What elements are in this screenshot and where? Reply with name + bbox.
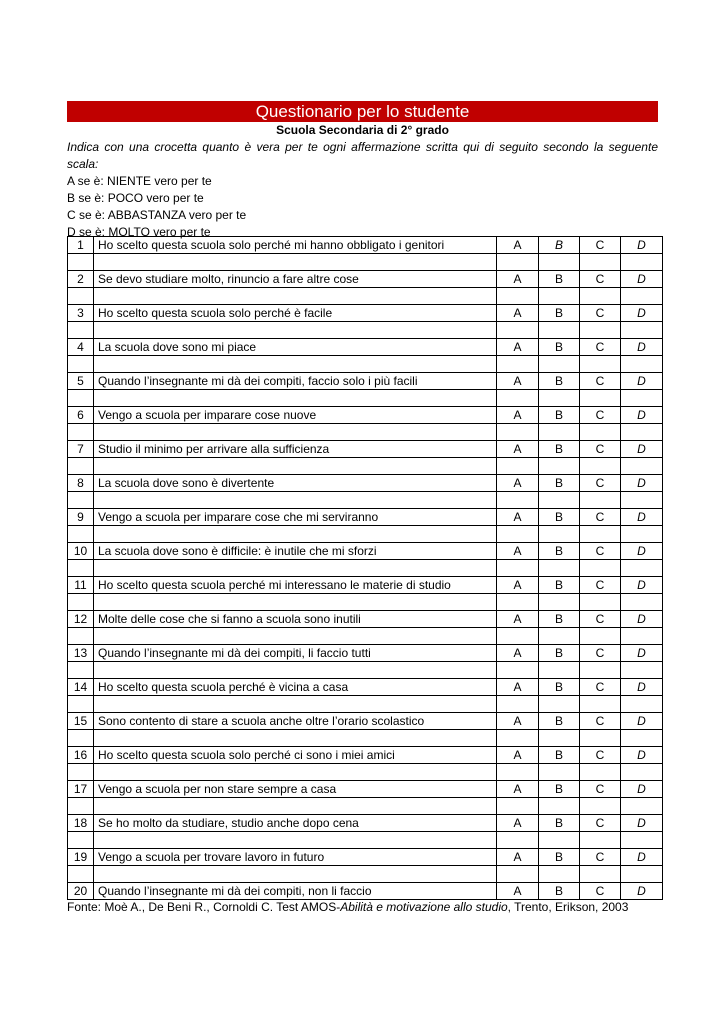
- item-number: 17: [68, 781, 94, 798]
- item-statement: Sono contento di stare a scuola anche oltre l’orario scolastico: [94, 713, 497, 730]
- item-statement: Ho scelto questa scuola perché è vicina a casa: [94, 679, 497, 696]
- item-statement: Quando l’insegnante mi dà dei compiti, faccio solo i più facili: [94, 373, 497, 390]
- answer-option-d[interactable]: D: [621, 577, 663, 594]
- answer-option-b[interactable]: B: [539, 509, 580, 526]
- spacer-row: [68, 254, 663, 271]
- spacer-row: [68, 662, 663, 679]
- answer-option-c[interactable]: C: [580, 781, 621, 798]
- spacer-row: [68, 390, 663, 407]
- table-row: [68, 611, 663, 628]
- spacer-cell: [68, 764, 94, 781]
- answer-option-a[interactable]: A: [497, 815, 539, 832]
- spacer-cell: [539, 288, 580, 305]
- spacer-cell: [68, 560, 94, 577]
- spacer-cell: [497, 254, 539, 271]
- answer-option-b[interactable]: B: [539, 271, 580, 288]
- answer-option-b[interactable]: B: [539, 237, 580, 254]
- answer-option-b[interactable]: B: [539, 577, 580, 594]
- spacer-cell: [621, 254, 663, 271]
- answer-option-d[interactable]: D: [621, 305, 663, 322]
- spacer-cell: [621, 288, 663, 305]
- spacer-cell: [94, 458, 497, 475]
- spacer-cell: [68, 356, 94, 373]
- item-number: 20: [68, 883, 94, 900]
- answer-option-c[interactable]: C: [580, 577, 621, 594]
- item-number: 16: [68, 747, 94, 764]
- spacer-row: [68, 424, 663, 441]
- spacer-row: [68, 492, 663, 509]
- item-number: 4: [68, 339, 94, 356]
- spacer-cell: [539, 628, 580, 645]
- answer-option-b[interactable]: B: [539, 305, 580, 322]
- spacer-cell: [580, 662, 621, 679]
- answer-option-d[interactable]: D: [621, 645, 663, 662]
- answer-option-c[interactable]: C: [580, 475, 621, 492]
- answer-option-d[interactable]: D: [621, 883, 663, 900]
- spacer-cell: [539, 866, 580, 883]
- spacer-cell: [94, 492, 497, 509]
- answer-option-d[interactable]: D: [621, 509, 663, 526]
- spacer-cell: [580, 832, 621, 849]
- item-number: 19: [68, 849, 94, 866]
- table-row: [68, 305, 663, 322]
- table-row: [68, 679, 663, 696]
- answer-option-c[interactable]: C: [580, 747, 621, 764]
- item-statement: Vengo a scuola per trovare lavoro in futuro: [94, 849, 497, 866]
- spacer-cell: [94, 696, 497, 713]
- table-row: [68, 849, 663, 866]
- page-title: Questionario per lo studente: [67, 101, 658, 122]
- spacer-cell: [621, 832, 663, 849]
- answer-option-a[interactable]: A: [497, 679, 539, 696]
- item-statement: La scuola dove sono mi piace: [94, 339, 497, 356]
- spacer-row: [68, 730, 663, 747]
- source-prefix: Fonte: Moè A., De Beni R., Cornoldi C. Test AMOS-: [67, 900, 341, 914]
- spacer-cell: [539, 730, 580, 747]
- item-statement: La scuola dove sono è difficile: è inutile che mi sforzi: [94, 543, 497, 560]
- spacer-cell: [497, 730, 539, 747]
- scale-line-b: B se è: POCO vero per te: [67, 191, 204, 205]
- spacer-cell: [621, 764, 663, 781]
- source-citation: [67, 899, 628, 916]
- spacer-cell: [539, 832, 580, 849]
- item-number: 6: [68, 407, 94, 424]
- answer-option-b[interactable]: B: [539, 679, 580, 696]
- spacer-row: [68, 560, 663, 577]
- spacer-row: [68, 288, 663, 305]
- answer-option-a[interactable]: A: [497, 713, 539, 730]
- spacer-cell: [621, 424, 663, 441]
- spacer-cell: [68, 458, 94, 475]
- item-statement: Studio il minimo per arrivare alla sufficienza: [94, 441, 497, 458]
- spacer-cell: [539, 696, 580, 713]
- spacer-row: [68, 356, 663, 373]
- table-row: [68, 543, 663, 560]
- spacer-cell: [497, 492, 539, 509]
- answer-option-b[interactable]: B: [539, 373, 580, 390]
- table-row: [68, 441, 663, 458]
- spacer-cell: [539, 458, 580, 475]
- spacer-cell: [621, 628, 663, 645]
- spacer-cell: [580, 764, 621, 781]
- spacer-cell: [621, 594, 663, 611]
- spacer-cell: [580, 356, 621, 373]
- table-row: [68, 645, 663, 662]
- spacer-cell: [621, 322, 663, 339]
- item-number: 5: [68, 373, 94, 390]
- answer-option-d[interactable]: D: [621, 543, 663, 560]
- spacer-cell: [94, 254, 497, 271]
- item-number: 18: [68, 815, 94, 832]
- spacer-cell: [94, 322, 497, 339]
- table-row: [68, 271, 663, 288]
- spacer-cell: [580, 628, 621, 645]
- spacer-cell: [68, 696, 94, 713]
- item-statement: Vengo a scuola per imparare cose nuove: [94, 407, 497, 424]
- answer-option-a[interactable]: A: [497, 645, 539, 662]
- spacer-cell: [68, 492, 94, 509]
- source-suffix: , Trento, Erikson, 2003: [507, 900, 629, 914]
- answer-option-a[interactable]: A: [497, 509, 539, 526]
- spacer-row: [68, 696, 663, 713]
- answer-option-d[interactable]: D: [621, 271, 663, 288]
- spacer-cell: [497, 594, 539, 611]
- spacer-cell: [497, 696, 539, 713]
- spacer-cell: [68, 832, 94, 849]
- spacer-cell: [497, 866, 539, 883]
- spacer-cell: [94, 526, 497, 543]
- answer-option-b[interactable]: B: [539, 645, 580, 662]
- spacer-cell: [94, 662, 497, 679]
- questionnaire-header: [67, 101, 658, 241]
- item-number: 13: [68, 645, 94, 662]
- item-number: 15: [68, 713, 94, 730]
- answer-option-a[interactable]: A: [497, 747, 539, 764]
- spacer-row: [68, 798, 663, 815]
- answer-option-d[interactable]: D: [621, 475, 663, 492]
- answer-option-c[interactable]: C: [580, 407, 621, 424]
- answer-option-c[interactable]: C: [580, 271, 621, 288]
- answer-option-c[interactable]: C: [580, 611, 621, 628]
- table-row: [68, 713, 663, 730]
- spacer-cell: [580, 730, 621, 747]
- answer-option-d[interactable]: D: [621, 679, 663, 696]
- answer-option-a[interactable]: A: [497, 271, 539, 288]
- item-number: 11: [68, 577, 94, 594]
- item-statement: Se devo studiare molto, rinuncio a fare altre cose: [94, 271, 497, 288]
- answer-option-d[interactable]: D: [621, 373, 663, 390]
- spacer-cell: [621, 560, 663, 577]
- spacer-cell: [539, 254, 580, 271]
- questionnaire-table: [67, 236, 663, 900]
- spacer-cell: [497, 832, 539, 849]
- answer-option-c[interactable]: C: [580, 441, 621, 458]
- item-statement: Ho scelto questa scuola solo perché mi hanno obbligato i genitori: [94, 237, 497, 254]
- item-statement: Quando l’insegnante mi dà dei compiti, non li faccio: [94, 883, 497, 900]
- spacer-cell: [68, 798, 94, 815]
- spacer-cell: [580, 594, 621, 611]
- answer-option-a[interactable]: A: [497, 339, 539, 356]
- scale-line-c: C se è: ABBASTANZA vero per te: [67, 208, 247, 222]
- spacer-cell: [539, 594, 580, 611]
- spacer-cell: [68, 390, 94, 407]
- spacer-cell: [94, 832, 497, 849]
- answer-option-d[interactable]: D: [621, 713, 663, 730]
- spacer-cell: [539, 492, 580, 509]
- spacer-row: [68, 526, 663, 543]
- item-number: 9: [68, 509, 94, 526]
- answer-option-b[interactable]: B: [539, 815, 580, 832]
- spacer-cell: [539, 764, 580, 781]
- answer-option-b[interactable]: B: [539, 849, 580, 866]
- answer-option-c[interactable]: C: [580, 543, 621, 560]
- spacer-cell: [621, 662, 663, 679]
- spacer-cell: [497, 560, 539, 577]
- spacer-row: [68, 628, 663, 645]
- scale-line-a: A se è: NIENTE vero per te: [67, 174, 212, 188]
- answer-option-d[interactable]: D: [621, 441, 663, 458]
- item-statement: Se ho molto da studiare, studio anche dopo cena: [94, 815, 497, 832]
- spacer-cell: [497, 390, 539, 407]
- item-number: 2: [68, 271, 94, 288]
- table-row: [68, 781, 663, 798]
- spacer-cell: [94, 730, 497, 747]
- item-statement: Vengo a scuola per non stare sempre a casa: [94, 781, 497, 798]
- spacer-cell: [68, 594, 94, 611]
- answer-option-d[interactable]: D: [621, 781, 663, 798]
- spacer-cell: [68, 322, 94, 339]
- answer-option-c[interactable]: C: [580, 883, 621, 900]
- spacer-cell: [68, 628, 94, 645]
- item-number: 10: [68, 543, 94, 560]
- spacer-cell: [497, 288, 539, 305]
- spacer-cell: [497, 424, 539, 441]
- answer-option-b[interactable]: B: [539, 543, 580, 560]
- answer-option-c[interactable]: C: [580, 373, 621, 390]
- spacer-row: [68, 764, 663, 781]
- spacer-cell: [94, 798, 497, 815]
- spacer-row: [68, 866, 663, 883]
- spacer-cell: [94, 424, 497, 441]
- instructions: Indica con una crocetta quanto è vera per te ogni affermazione scritta qui di seguito secondo la seguente scala:: [67, 140, 658, 171]
- spacer-cell: [539, 798, 580, 815]
- spacer-cell: [580, 288, 621, 305]
- item-number: 3: [68, 305, 94, 322]
- spacer-cell: [497, 322, 539, 339]
- spacer-cell: [497, 662, 539, 679]
- table-row: [68, 237, 663, 254]
- spacer-cell: [68, 866, 94, 883]
- spacer-cell: [539, 390, 580, 407]
- spacer-cell: [539, 526, 580, 543]
- answer-option-d[interactable]: D: [621, 815, 663, 832]
- spacer-cell: [580, 254, 621, 271]
- spacer-cell: [621, 492, 663, 509]
- table-row: [68, 339, 663, 356]
- answer-option-d[interactable]: D: [621, 611, 663, 628]
- item-number: 8: [68, 475, 94, 492]
- spacer-cell: [68, 526, 94, 543]
- spacer-cell: [580, 492, 621, 509]
- table-row: [68, 509, 663, 526]
- spacer-cell: [580, 696, 621, 713]
- spacer-cell: [94, 560, 497, 577]
- spacer-cell: [94, 764, 497, 781]
- answer-option-c[interactable]: C: [580, 305, 621, 322]
- answer-option-a[interactable]: A: [497, 611, 539, 628]
- spacer-cell: [94, 594, 497, 611]
- spacer-cell: [68, 288, 94, 305]
- spacer-cell: [94, 866, 497, 883]
- spacer-cell: [580, 322, 621, 339]
- item-statement: Ho scelto questa scuola perché mi interessano le materie di studio: [94, 577, 497, 594]
- table-row: [68, 577, 663, 594]
- answer-option-b[interactable]: B: [539, 611, 580, 628]
- page-subtitle: Scuola Secondaria di 2° grado: [276, 123, 449, 137]
- spacer-cell: [539, 662, 580, 679]
- item-number: 7: [68, 441, 94, 458]
- answer-option-a[interactable]: A: [497, 543, 539, 560]
- item-statement: Quando l’insegnante mi dà dei compiti, li faccio tutti: [94, 645, 497, 662]
- table-row: [68, 475, 663, 492]
- spacer-cell: [497, 356, 539, 373]
- spacer-cell: [68, 254, 94, 271]
- answer-option-c[interactable]: C: [580, 237, 621, 254]
- answer-option-c[interactable]: C: [580, 679, 621, 696]
- answer-option-a[interactable]: A: [497, 305, 539, 322]
- spacer-cell: [94, 628, 497, 645]
- spacer-cell: [621, 798, 663, 815]
- answer-option-d[interactable]: D: [621, 407, 663, 424]
- spacer-cell: [621, 390, 663, 407]
- spacer-cell: [621, 356, 663, 373]
- answer-option-a[interactable]: A: [497, 407, 539, 424]
- answer-option-d[interactable]: D: [621, 339, 663, 356]
- spacer-cell: [94, 390, 497, 407]
- answer-option-d[interactable]: D: [621, 849, 663, 866]
- answer-option-b[interactable]: B: [539, 339, 580, 356]
- answer-option-a[interactable]: A: [497, 849, 539, 866]
- answer-option-b[interactable]: B: [539, 883, 580, 900]
- spacer-cell: [621, 730, 663, 747]
- spacer-row: [68, 832, 663, 849]
- spacer-cell: [580, 798, 621, 815]
- spacer-row: [68, 322, 663, 339]
- spacer-cell: [580, 560, 621, 577]
- answer-option-a[interactable]: A: [497, 237, 539, 254]
- table-row: [68, 815, 663, 832]
- source-title: Abilità e motivazione allo studio: [340, 900, 508, 914]
- answer-option-c[interactable]: C: [580, 645, 621, 662]
- answer-option-c[interactable]: C: [580, 713, 621, 730]
- answer-option-b[interactable]: B: [539, 713, 580, 730]
- answer-option-b[interactable]: B: [539, 407, 580, 424]
- answer-option-a[interactable]: A: [497, 883, 539, 900]
- spacer-cell: [94, 288, 497, 305]
- table-row: [68, 373, 663, 390]
- spacer-cell: [94, 356, 497, 373]
- spacer-cell: [497, 526, 539, 543]
- spacer-cell: [497, 628, 539, 645]
- spacer-row: [68, 458, 663, 475]
- answer-option-b[interactable]: B: [539, 475, 580, 492]
- item-statement: La scuola dove sono è divertente: [94, 475, 497, 492]
- spacer-cell: [497, 798, 539, 815]
- answer-option-c[interactable]: C: [580, 509, 621, 526]
- answer-option-b[interactable]: B: [539, 441, 580, 458]
- answer-option-a[interactable]: A: [497, 373, 539, 390]
- spacer-cell: [497, 764, 539, 781]
- spacer-cell: [580, 390, 621, 407]
- spacer-cell: [621, 458, 663, 475]
- table-row: [68, 883, 663, 900]
- spacer-cell: [68, 662, 94, 679]
- spacer-cell: [539, 322, 580, 339]
- item-statement: Ho scelto questa scuola solo perché è facile: [94, 305, 497, 322]
- answer-option-a[interactable]: A: [497, 781, 539, 798]
- spacer-cell: [497, 458, 539, 475]
- spacer-row: [68, 594, 663, 611]
- answer-option-b[interactable]: B: [539, 747, 580, 764]
- item-statement: Ho scelto questa scuola solo perché ci sono i miei amici: [94, 747, 497, 764]
- spacer-cell: [68, 730, 94, 747]
- spacer-cell: [539, 356, 580, 373]
- answer-option-d[interactable]: D: [621, 747, 663, 764]
- answer-option-b[interactable]: B: [539, 781, 580, 798]
- spacer-cell: [539, 424, 580, 441]
- item-number: 1: [68, 237, 94, 254]
- answer-option-a[interactable]: A: [497, 577, 539, 594]
- item-number: 14: [68, 679, 94, 696]
- table-row: [68, 747, 663, 764]
- spacer-cell: [621, 866, 663, 883]
- spacer-cell: [580, 458, 621, 475]
- scale-line-d: D se è: MOLTO vero per te: [67, 225, 211, 239]
- spacer-cell: [621, 696, 663, 713]
- spacer-cell: [580, 866, 621, 883]
- item-number: 12: [68, 611, 94, 628]
- spacer-cell: [580, 526, 621, 543]
- answer-option-d[interactable]: D: [621, 237, 663, 254]
- answer-option-a[interactable]: A: [497, 475, 539, 492]
- answer-option-c[interactable]: C: [580, 815, 621, 832]
- answer-option-c[interactable]: C: [580, 339, 621, 356]
- item-statement: Molte delle cose che si fanno a scuola sono inutili: [94, 611, 497, 628]
- answer-option-c[interactable]: C: [580, 849, 621, 866]
- item-statement: Vengo a scuola per imparare cose che mi serviranno: [94, 509, 497, 526]
- table-row: [68, 407, 663, 424]
- spacer-cell: [621, 526, 663, 543]
- answer-option-a[interactable]: A: [497, 441, 539, 458]
- spacer-cell: [68, 424, 94, 441]
- spacer-cell: [580, 424, 621, 441]
- spacer-cell: [539, 560, 580, 577]
